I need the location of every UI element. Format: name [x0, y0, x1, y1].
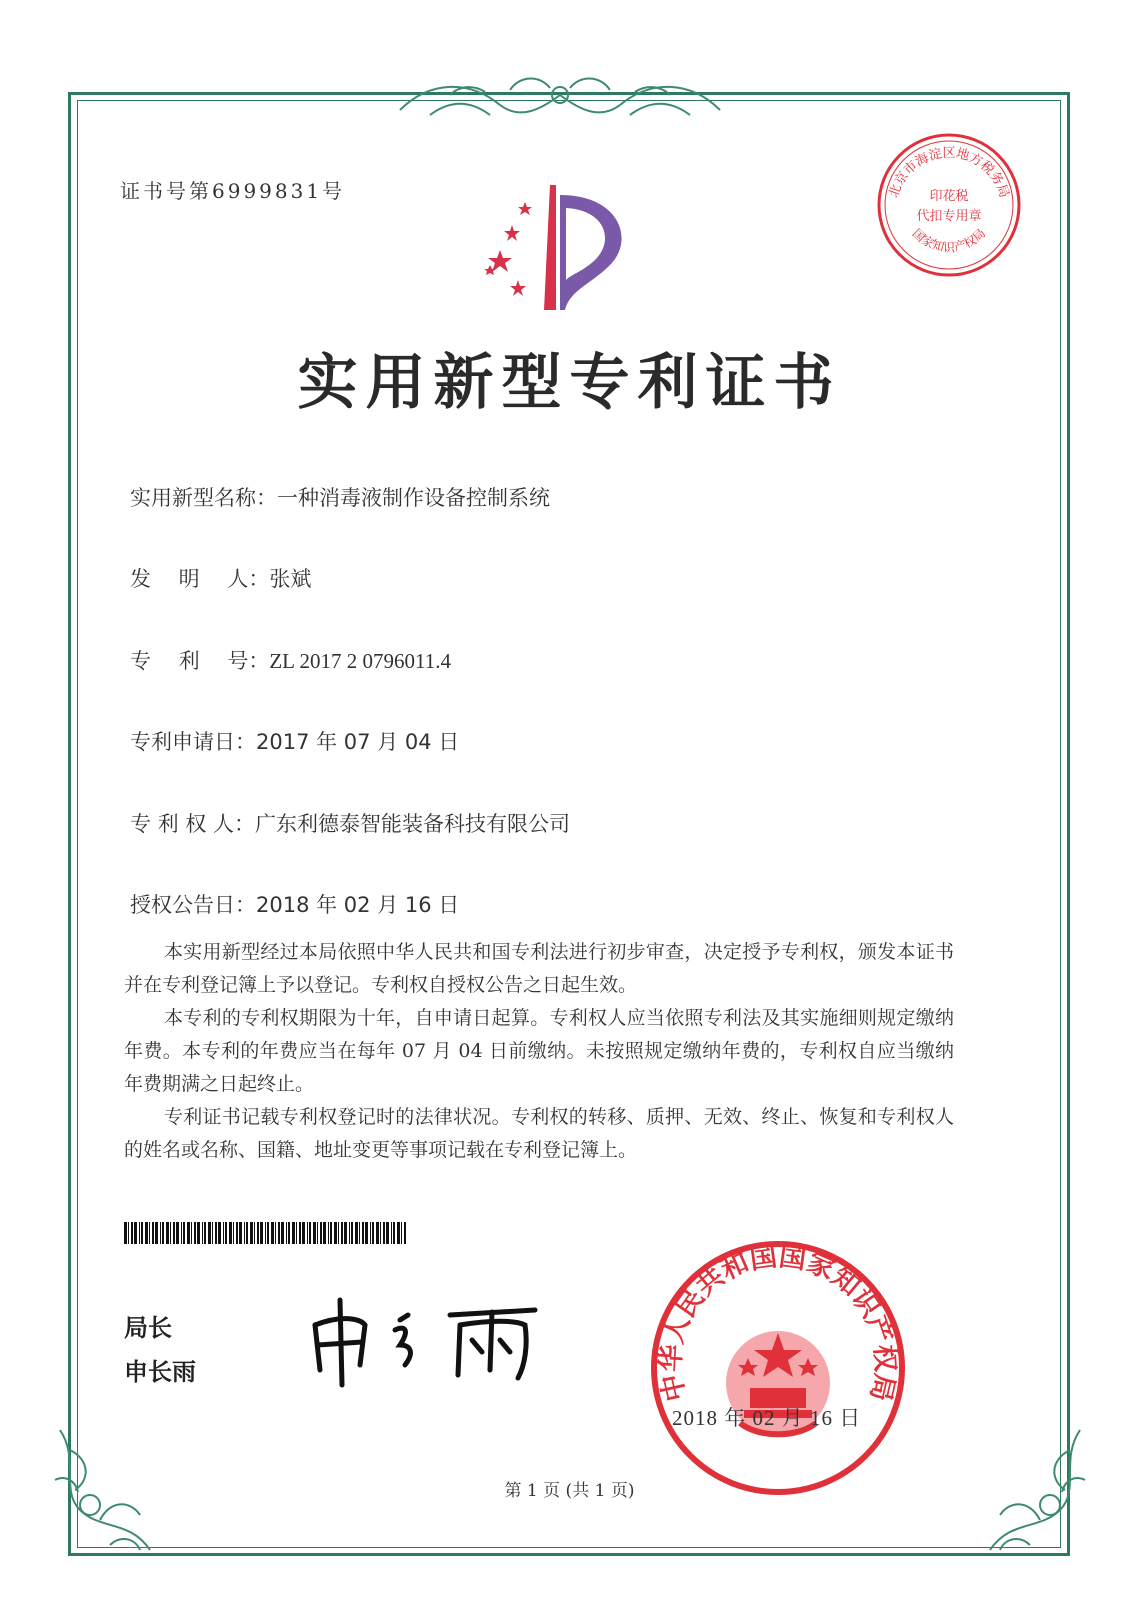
- field-application-date: [130, 726, 459, 756]
- patent-office-emblem-icon: [470, 180, 640, 320]
- tax-stamp-center-line1: 印花税: [929, 189, 969, 204]
- barcode-bar: [275, 1222, 276, 1244]
- barcode-bar: [351, 1222, 353, 1244]
- barcode-bar: [383, 1222, 385, 1244]
- barcode-bar: [271, 1222, 274, 1244]
- barcode-bar: [309, 1222, 311, 1244]
- seal-ring-text: 中华人民共和国国家知识产权局: [655, 1241, 901, 1405]
- page-number: 第 1 页 (共 1 页): [504, 1481, 635, 1501]
- field-value: 张斌: [269, 567, 312, 591]
- barcode-bar: [197, 1222, 200, 1244]
- seal-date: 2018 年 02 月 16 日: [672, 1406, 862, 1430]
- field-value: 一种消毒液制作设备控制系统: [277, 486, 550, 510]
- barcode-bar: [365, 1222, 368, 1244]
- barcode-bar: [323, 1222, 326, 1244]
- barcode-bar: [404, 1222, 406, 1244]
- barcode-bar: [183, 1222, 185, 1244]
- barcode-bar: [246, 1222, 248, 1244]
- barcode-bar: [155, 1222, 158, 1244]
- certificate-number: 证书号第6999831号: [120, 179, 346, 203]
- barcode-bar: [128, 1222, 129, 1244]
- barcode-bar: [320, 1222, 322, 1244]
- barcode-bar: [302, 1222, 305, 1244]
- field-label: 授权公告日：: [130, 893, 256, 917]
- barcode-bar: [131, 1222, 133, 1244]
- barcode-bar: [202, 1222, 203, 1244]
- barcode-bar: [134, 1222, 137, 1244]
- tax-stamp-ring-text: 北京市海淀区地方税务局: [886, 146, 1012, 200]
- tax-stamp-seal: [874, 130, 1024, 280]
- field-value: 2018 年 02 月 16 日: [256, 893, 460, 917]
- body-paragraph: 本专利的专利权期限为十年，自申请日起算。专利权人应当依照专利法及其实施细则规定缴纳年费。本专利的年费应当在每年 07 月 04 日前缴纳。未按照规定缴纳年费的，专利权自应当缴纳年费期满之日起终止。: [124, 1007, 954, 1095]
- barcode-bar: [372, 1222, 374, 1244]
- certificate-title: 实用新型专利证书: [297, 348, 842, 418]
- barcode-bar: [244, 1222, 245, 1244]
- barcode-bar: [344, 1222, 347, 1244]
- field-label: 实用新型名称：: [130, 486, 277, 510]
- barcode-bar: [191, 1222, 192, 1244]
- barcode-bar: [260, 1222, 263, 1244]
- barcode-bar: [176, 1222, 179, 1244]
- barcode-bar: [386, 1222, 389, 1244]
- barcode-bar: [254, 1222, 255, 1244]
- barcode-bar: [380, 1222, 381, 1244]
- barcode: [124, 1222, 406, 1244]
- tax-stamp-center-line2: 代扣专用章: [916, 209, 982, 224]
- barcode-bar: [204, 1222, 206, 1244]
- barcode-bar: [239, 1222, 242, 1244]
- barcode-bar: [170, 1222, 171, 1244]
- barcode-bar: [362, 1222, 364, 1244]
- barcode-bar: [391, 1222, 392, 1244]
- barcode-bar: [162, 1222, 164, 1244]
- barcode-bar: [215, 1222, 217, 1244]
- barcode-bar: [281, 1222, 284, 1244]
- barcode-bar: [341, 1222, 343, 1244]
- barcode-bar: [166, 1222, 169, 1244]
- barcode-bar: [349, 1222, 350, 1244]
- barcode-bar: [299, 1222, 301, 1244]
- barcode-bar: [317, 1222, 318, 1244]
- barcode-bar: [208, 1222, 211, 1244]
- field-label: 专利申请日：: [130, 730, 256, 754]
- barcode-bar: [330, 1222, 332, 1244]
- barcode-bar: [225, 1222, 227, 1244]
- barcode-bar: [173, 1222, 175, 1244]
- barcode-bar: [313, 1222, 316, 1244]
- director-signature: [300, 1290, 550, 1390]
- barcode-bar: [288, 1222, 290, 1244]
- field-inventor: [130, 563, 311, 593]
- barcode-bar: [296, 1222, 297, 1244]
- national-ip-office-seal: [648, 1238, 908, 1498]
- field-label: 专 利 号：: [130, 649, 270, 673]
- barcode-bar: [233, 1222, 234, 1244]
- barcode-bar: [250, 1222, 253, 1244]
- field-patent-number: [130, 645, 451, 675]
- field-value: 广东利德泰智能装备科技有限公司: [255, 812, 571, 836]
- barcode-bar: [160, 1222, 161, 1244]
- barcode-bar: [257, 1222, 259, 1244]
- field-label: 发 明 人：: [130, 567, 270, 591]
- barcode-bar: [334, 1222, 337, 1244]
- barcode-bar: [145, 1222, 148, 1244]
- barcode-bar: [212, 1222, 213, 1244]
- barcode-bar: [139, 1222, 140, 1244]
- field-value: ZL 2017 2 0796011.4: [269, 649, 451, 673]
- barcode-bar: [223, 1222, 224, 1244]
- barcode-bar: [355, 1222, 358, 1244]
- field-grant-announcement-date: [130, 889, 459, 919]
- barcode-bar: [152, 1222, 154, 1244]
- barcode-bar: [307, 1222, 308, 1244]
- barcode-bar: [359, 1222, 360, 1244]
- certificate-body: [124, 936, 954, 1167]
- barcode-bar: [393, 1222, 395, 1244]
- barcode-bar: [401, 1222, 402, 1244]
- barcode-bar: [141, 1222, 143, 1244]
- top-ornament-icon: [390, 70, 730, 130]
- barcode-bar: [292, 1222, 295, 1244]
- barcode-bar: [338, 1222, 339, 1244]
- barcode-bar: [194, 1222, 196, 1244]
- barcode-bar: [149, 1222, 150, 1244]
- barcode-bar: [397, 1222, 400, 1244]
- barcode-bar: [229, 1222, 232, 1244]
- barcode-bar: [236, 1222, 238, 1244]
- barcode-bar: [278, 1222, 280, 1244]
- field-patentee: [130, 808, 570, 838]
- svg-text:国家知识产权局: [910, 226, 989, 254]
- body-paragraph: 本实用新型经过本局依照中华人民共和国专利法进行初步审查，决定授予专利权，颁发本证书并在专利登记簿上予以登记。专利权自授权公告之日起生效。: [124, 941, 954, 996]
- barcode-bar: [376, 1222, 379, 1244]
- barcode-bar: [181, 1222, 182, 1244]
- director-title: 局长: [124, 1314, 172, 1342]
- barcode-bar: [187, 1222, 190, 1244]
- field-label: 专 利 权 人：: [130, 812, 256, 836]
- barcode-bar: [265, 1222, 266, 1244]
- field-utility-model-name: [130, 482, 550, 512]
- director-name: 申长雨: [124, 1358, 196, 1386]
- barcode-bar: [370, 1222, 371, 1244]
- body-paragraph: 专利证书记载专利权登记时的法律状况。专利权的转移、质押、无效、终止、恢复和专利权人的姓名或名称、国籍、地址变更等事项记载在专利登记簿上。: [124, 1106, 954, 1161]
- barcode-bar: [328, 1222, 329, 1244]
- barcode-bar: [124, 1222, 127, 1244]
- field-value: 2017 年 07 月 04 日: [256, 730, 460, 754]
- barcode-bar: [286, 1222, 287, 1244]
- barcode-bar: [267, 1222, 269, 1244]
- tax-stamp-bottom-text: 国家知识产权局: [909, 226, 989, 255]
- barcode-bar: [218, 1222, 221, 1244]
